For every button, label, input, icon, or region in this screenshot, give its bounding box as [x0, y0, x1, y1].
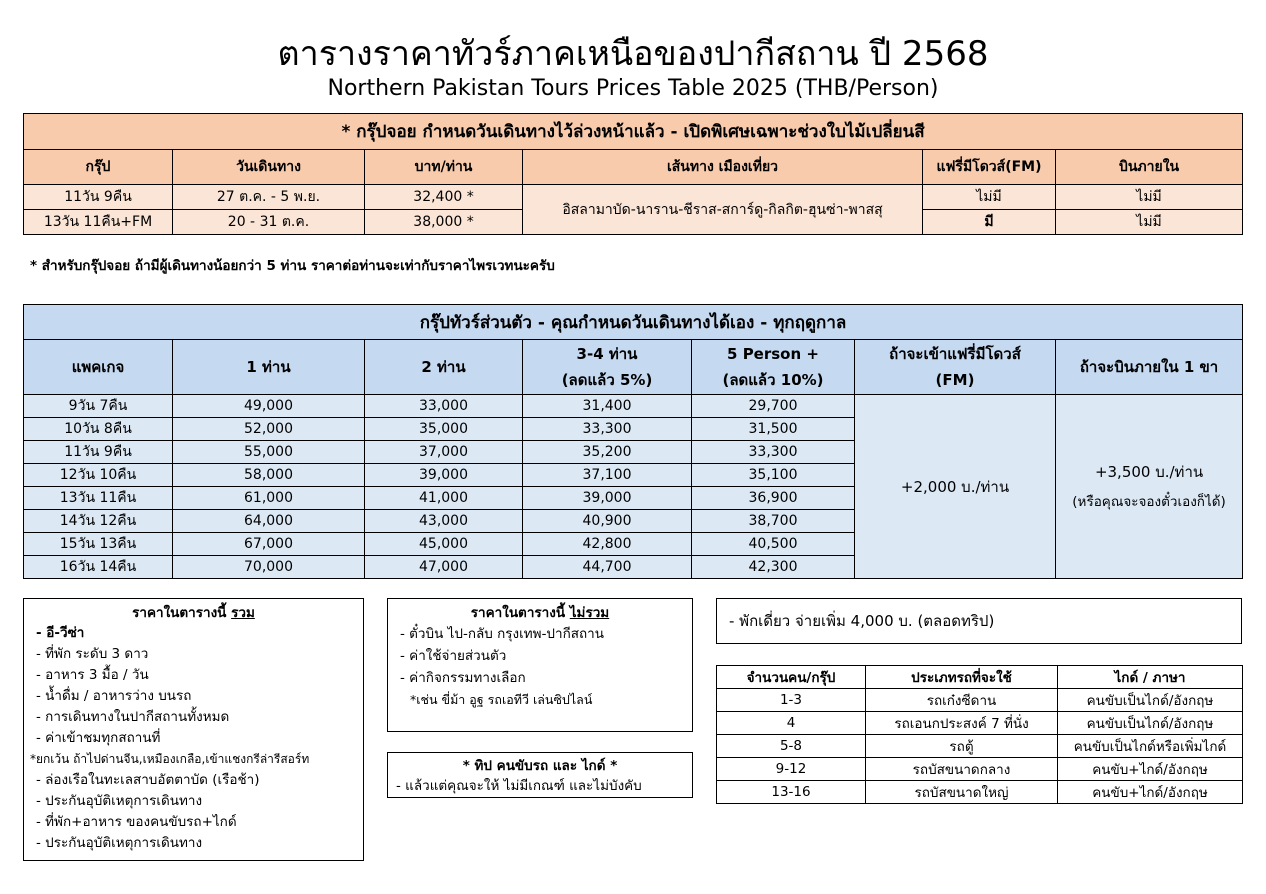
- group-header: บาท/ท่าน: [365, 150, 523, 185]
- vehicle-header: ไกด์ / ภาษา: [1058, 666, 1243, 689]
- price-cell: 64,000: [173, 510, 365, 533]
- group-flight: ไม่มี: [1056, 210, 1243, 235]
- price-cell: 58,000: [173, 464, 365, 487]
- tip-box: [387, 752, 693, 798]
- price-cell: 38,700: [692, 510, 855, 533]
- tip-title: * ทิป คนขับรถ และ ไกด์ *: [462, 758, 618, 774]
- price-cell: 39,000: [523, 487, 692, 510]
- private-header-34-discount: (ลดแล้ว 5%): [561, 371, 653, 389]
- group-tour-table: [23, 113, 1243, 235]
- price-cell: 49,000: [173, 395, 365, 418]
- vehicle-cell: รถตู้: [866, 735, 1058, 758]
- price-cell: 39,000: [365, 464, 523, 487]
- private-header-5-discount: (ลดแล้ว 10%): [722, 371, 824, 389]
- group-note: * สำหรับกรุ๊ปจอย ถ้ามีผู้เดินทางน้อยกว่า 5 ท่าน ราคาต่อท่านจะเท่ากับราคาไพรเวทนะครับ: [30, 258, 555, 274]
- vehicle-cell: คนขับ+ไกด์/อังกฤษ: [1058, 781, 1243, 804]
- vehicle-cell: 5-8: [717, 735, 866, 758]
- list-item: - ล่องเรือในทะเลสาบอัตตาบัด (เรือช้า): [36, 772, 260, 788]
- list-item: - ประกันอุบัติเหตุการเดินทาง: [36, 835, 203, 851]
- table-row: [717, 712, 1243, 735]
- group-price: 38,000 *: [365, 210, 523, 235]
- group-header: เส้นทาง เมืองเที่ยว: [523, 150, 923, 185]
- list-item: - ที่พัก ระดับ 3 ดาว: [36, 646, 149, 662]
- group-header: แฟรี่มีโดวส์(FM): [923, 150, 1056, 185]
- list-item: *เช่น ขี่ม้า อูฐ รถเอทีวี เล่นซิปไลน์: [410, 692, 593, 707]
- flight-extra: +3,500 บ./ท่าน: [1094, 462, 1204, 481]
- private-header-package: แพคเกจ: [24, 340, 173, 395]
- vehicle-cell: 13-16: [717, 781, 866, 804]
- vehicle-cell: 9-12: [717, 758, 866, 781]
- list-item: *ยกเว้น ถ้าไปด่านจีน,เหมืองเกลือ,เข้าแชงกรีล่ารีสอร์ท: [30, 752, 310, 766]
- table-row: [24, 185, 1243, 210]
- group-fm: มี: [923, 210, 1056, 235]
- private-header-34: 3-4 ท่าน: [576, 345, 638, 363]
- group-route: อิสลามาบัด-นาราน-ชีราส-สการ์ดู-กิลกิต-ฮุนซ่า-พาสสุ: [523, 185, 923, 235]
- excluded-title: ราคาในตารางนี้ ไม่รวม: [470, 605, 610, 621]
- group-flight: ไม่มี: [1056, 185, 1243, 210]
- group-dates: 27 ต.ค. - 5 พ.ย.: [173, 185, 365, 210]
- list-item: - น้ำดื่ม / อาหารว่าง บนรถ: [36, 688, 192, 704]
- group-banner: * กรุ๊ปจอย กำหนดวันเดินทางไว้ล่วงหน้าแล้ว - เปิดพิเศษเฉพาะช่วงใบไม้เปลี่ยนสี: [24, 114, 1243, 150]
- page-title: ตารางราคาทัวร์ภาคเหนือของปากีสถาน ปี 2568: [277, 34, 989, 74]
- group-price: 32,400 *: [365, 185, 523, 210]
- price-cell: 33,300: [523, 418, 692, 441]
- vehicle-cell: คนขับเป็นไกด์/อังกฤษ: [1058, 689, 1243, 712]
- price-cell: 35,200: [523, 441, 692, 464]
- table-row: [717, 735, 1243, 758]
- price-cell: 70,000: [173, 556, 365, 579]
- single-supplement-box: [716, 598, 1242, 644]
- package-cell: 16วัน 14คืน: [24, 556, 173, 579]
- group-fm: ไม่มี: [923, 185, 1056, 210]
- group-name: 13วัน 11คืน+FM: [24, 210, 173, 235]
- list-item: - ที่พัก+อาหาร ของคนขับรถ+ไกด์: [36, 814, 237, 830]
- excluded-box: [387, 598, 693, 732]
- tip-text: - แล้วแต่คุณจะให้ ไม่มีเกณฑ์ และไม่บังคับ: [396, 778, 642, 794]
- vehicle-cell: รถเอนกประสงค์ 7 ที่นั่ง: [866, 712, 1058, 735]
- vehicle-cell: รถเก๋งซีดาน: [866, 689, 1058, 712]
- list-item: - ค่าใช้จ่ายส่วนตัว: [400, 648, 507, 664]
- group-name: 11วัน 9คืน: [24, 185, 173, 210]
- package-cell: 14วัน 12คืน: [24, 510, 173, 533]
- vehicle-header: ประเภทรถที่จะใช้: [866, 666, 1058, 689]
- price-cell: 37,100: [523, 464, 692, 487]
- vehicle-cell: คนขับเป็นไกด์หรือเพิ่มไกด์: [1058, 735, 1243, 758]
- package-cell: 15วัน 13คืน: [24, 533, 173, 556]
- list-item: - อาหาร 3 มื้อ / วัน: [36, 667, 149, 683]
- price-cell: 35,000: [365, 418, 523, 441]
- vehicle-cell: รถบัสขนาดใหญ่: [866, 781, 1058, 804]
- page-subtitle: Northern Pakistan Tours Prices Table 2025 (THB/Person): [327, 76, 939, 101]
- package-cell: 12วัน 10คืน: [24, 464, 173, 487]
- fm-extra: +2,000 บ./ท่าน: [855, 395, 1056, 579]
- group-dates: 20 - 31 ต.ค.: [173, 210, 365, 235]
- list-item: - ค่ากิจกรรมทางเลือก: [400, 670, 526, 686]
- list-item: - การเดินทางในปากีสถานทั้งหมด: [36, 709, 230, 725]
- vehicle-table: [716, 665, 1243, 804]
- price-cell: 40,900: [523, 510, 692, 533]
- list-item: - ตั๋วบิน ไป-กลับ กรุงเทพ-ปากีสถาน: [400, 626, 604, 642]
- single-supplement-text: - พักเดี่ยว จ่ายเพิ่ม 4,000 บ. (ตลอดทริป): [729, 612, 995, 630]
- group-header: วันเดินทาง: [173, 150, 365, 185]
- price-cell: 55,000: [173, 441, 365, 464]
- private-header-5: 5 Person +: [727, 345, 819, 363]
- flight-note: (หรือคุณจะจองตั๋วเองก็ได้): [1072, 493, 1226, 510]
- list-item: - ประกันอุบัติเหตุการเดินทาง: [36, 793, 203, 809]
- price-cell: 33,000: [365, 395, 523, 418]
- price-cell: 41,000: [365, 487, 523, 510]
- vehicle-header: จำนวนคน/กรุ๊ป: [717, 666, 866, 689]
- table-row: [24, 395, 1243, 418]
- included-title: ราคาในตารางนี้ รวม: [132, 605, 255, 621]
- list-item: - อี-วีซ่า: [36, 625, 85, 641]
- private-header-fm-sub: (FM): [935, 371, 975, 389]
- package-cell: 11วัน 9คืน: [24, 441, 173, 464]
- price-cell: 37,000: [365, 441, 523, 464]
- private-header-fm: ถ้าจะเข้าแฟรี่มีโดวส์: [889, 345, 1021, 363]
- included-box: [23, 598, 364, 861]
- price-cell: 36,900: [692, 487, 855, 510]
- group-header: กรุ๊ป: [24, 150, 173, 185]
- table-row: [717, 781, 1243, 804]
- price-cell: 42,800: [523, 533, 692, 556]
- price-cell: 45,000: [365, 533, 523, 556]
- private-header-flight: ถ้าจะบินภายใน 1 ขา: [1056, 340, 1243, 395]
- price-cell: 44,700: [523, 556, 692, 579]
- private-header-1: 1 ท่าน: [173, 340, 365, 395]
- private-banner: กรุ๊ปทัวร์ส่วนตัว - คุณกำหนดวันเดินทางได้เอง - ทุกฤดูกาล: [24, 305, 1243, 340]
- group-header: บินภายใน: [1056, 150, 1243, 185]
- vehicle-cell: 4: [717, 712, 866, 735]
- price-cell: 31,500: [692, 418, 855, 441]
- vehicle-cell: คนขับ+ไกด์/อังกฤษ: [1058, 758, 1243, 781]
- price-cell: 43,000: [365, 510, 523, 533]
- price-cell: 52,000: [173, 418, 365, 441]
- package-cell: 10วัน 8คืน: [24, 418, 173, 441]
- vehicle-cell: คนขับเป็นไกด์/อังกฤษ: [1058, 712, 1243, 735]
- table-row: [717, 689, 1243, 712]
- vehicle-cell: 1-3: [717, 689, 866, 712]
- private-tour-table: [23, 304, 1243, 579]
- price-cell: 35,100: [692, 464, 855, 487]
- table-row: [717, 758, 1243, 781]
- vehicle-cell: รถบัสขนาดกลาง: [866, 758, 1058, 781]
- price-cell: 33,300: [692, 441, 855, 464]
- price-cell: 67,000: [173, 533, 365, 556]
- list-item: - ค่าเข้าชมทุกสถานที่: [36, 730, 161, 746]
- package-cell: 9วัน 7คืน: [24, 395, 173, 418]
- package-cell: 13วัน 11คืน: [24, 487, 173, 510]
- price-cell: 42,300: [692, 556, 855, 579]
- price-cell: 47,000: [365, 556, 523, 579]
- private-header-2: 2 ท่าน: [365, 340, 523, 395]
- price-cell: 61,000: [173, 487, 365, 510]
- price-cell: 29,700: [692, 395, 855, 418]
- price-cell: 31,400: [523, 395, 692, 418]
- price-cell: 40,500: [692, 533, 855, 556]
